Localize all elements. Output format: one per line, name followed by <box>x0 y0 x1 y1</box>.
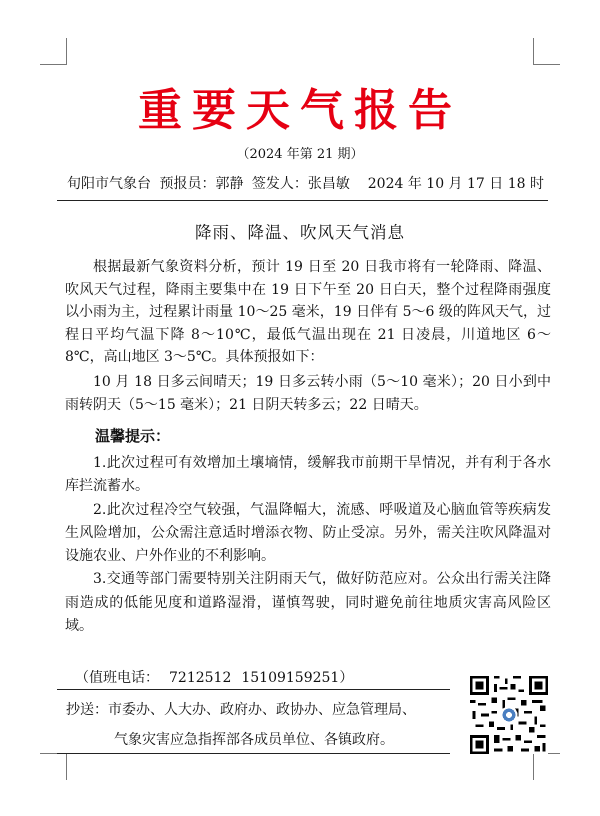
crop-mark-top-right <box>533 38 560 65</box>
footer-divider-bottom <box>57 753 450 754</box>
report-title: 重要天气报告 <box>138 85 462 136</box>
tip-item: 3.交通等部门需要特别关注阴雨天气，做好防范应对。公众出行需关注降雨造成的低能见度和道路湿滑，谨慎驾驶，同时避免前往地质灾害高风险区域。 <box>65 571 551 635</box>
header-divider <box>57 200 548 201</box>
report-headline: 降雨、降温、吹风天气消息 <box>195 223 405 242</box>
issuing-organization: 旬阳市气象台 <box>67 176 151 192</box>
qr-code-icon <box>470 676 548 754</box>
daily-forecast: 10 月 18 日多云间晴天；19 日多云转小雨（5～10 毫米）；20 日小到中雨转阴天（5～15 毫米）；21 日阴天转多云；22 日晴天。 <box>65 374 551 413</box>
tips-list <box>65 452 551 638</box>
report-paragraph-2 <box>65 371 551 416</box>
duty-phone <box>75 667 363 687</box>
crop-mark-bottom-left <box>40 753 67 780</box>
duty-phone-label: （值班电话： <box>75 670 159 686</box>
crop-mark-bottom-right <box>533 753 560 780</box>
tip-item: 2.此次过程冷空气较强，气温降幅大，流感、呼吸道及心脑血管等疾病发生风险增加，公众需注意适时增添衣物、防止受凉。另外，需关注吹风降温对设施农业、户外作业的不利影响。 <box>65 501 551 565</box>
forecast-summary: 根据最新气象资料分析，预计 19 日至 20 日我市将有一轮降雨、降温、吹风天气过程，降雨主要集中在 19 日下午至 20 日白天，整个过程降雨强度以小雨为主，过程累计雨量 10～25 毫米，19 日伴有 5～6 级的阵风天气，过程日平均气温下降 8～10℃，最低气温出现在 21 日凌晨，川道地区 6～8℃，高山地区 3～5℃。具体预报如下： <box>65 259 551 365</box>
tips-title: 温馨提示： <box>95 427 171 445</box>
issue-number: （2024 年第 21 期） <box>236 147 364 162</box>
forecaster: 预报员：郭静 <box>159 176 244 192</box>
distribution-line-1: 抄送：市委办、人大办、政府办、政协办、应急管理局、 <box>66 702 416 718</box>
issuer: 签发人：张昌敏 <box>251 176 350 192</box>
footer-divider-top <box>57 689 450 690</box>
issue-datetime: 2024 年 10 月 17 日 18 时 <box>367 176 544 192</box>
duty-phone-1: 7212512 <box>169 670 232 686</box>
distribution-line-2: 气象灾害应急指挥部各成员单位、各镇政府。 <box>114 732 394 748</box>
meta-left <box>67 173 354 197</box>
report-paragraph-1 <box>65 256 551 369</box>
crop-mark-top-left <box>40 38 67 65</box>
report-meta <box>67 173 544 197</box>
distribution-list <box>66 695 466 755</box>
duty-phone-2: 15109159251） <box>241 670 354 686</box>
tip-item: 1.此次过程可有效增加土壤墒情，缓解我市前期干旱情况，并有利于各水库拦流蓄水。 <box>65 455 551 495</box>
